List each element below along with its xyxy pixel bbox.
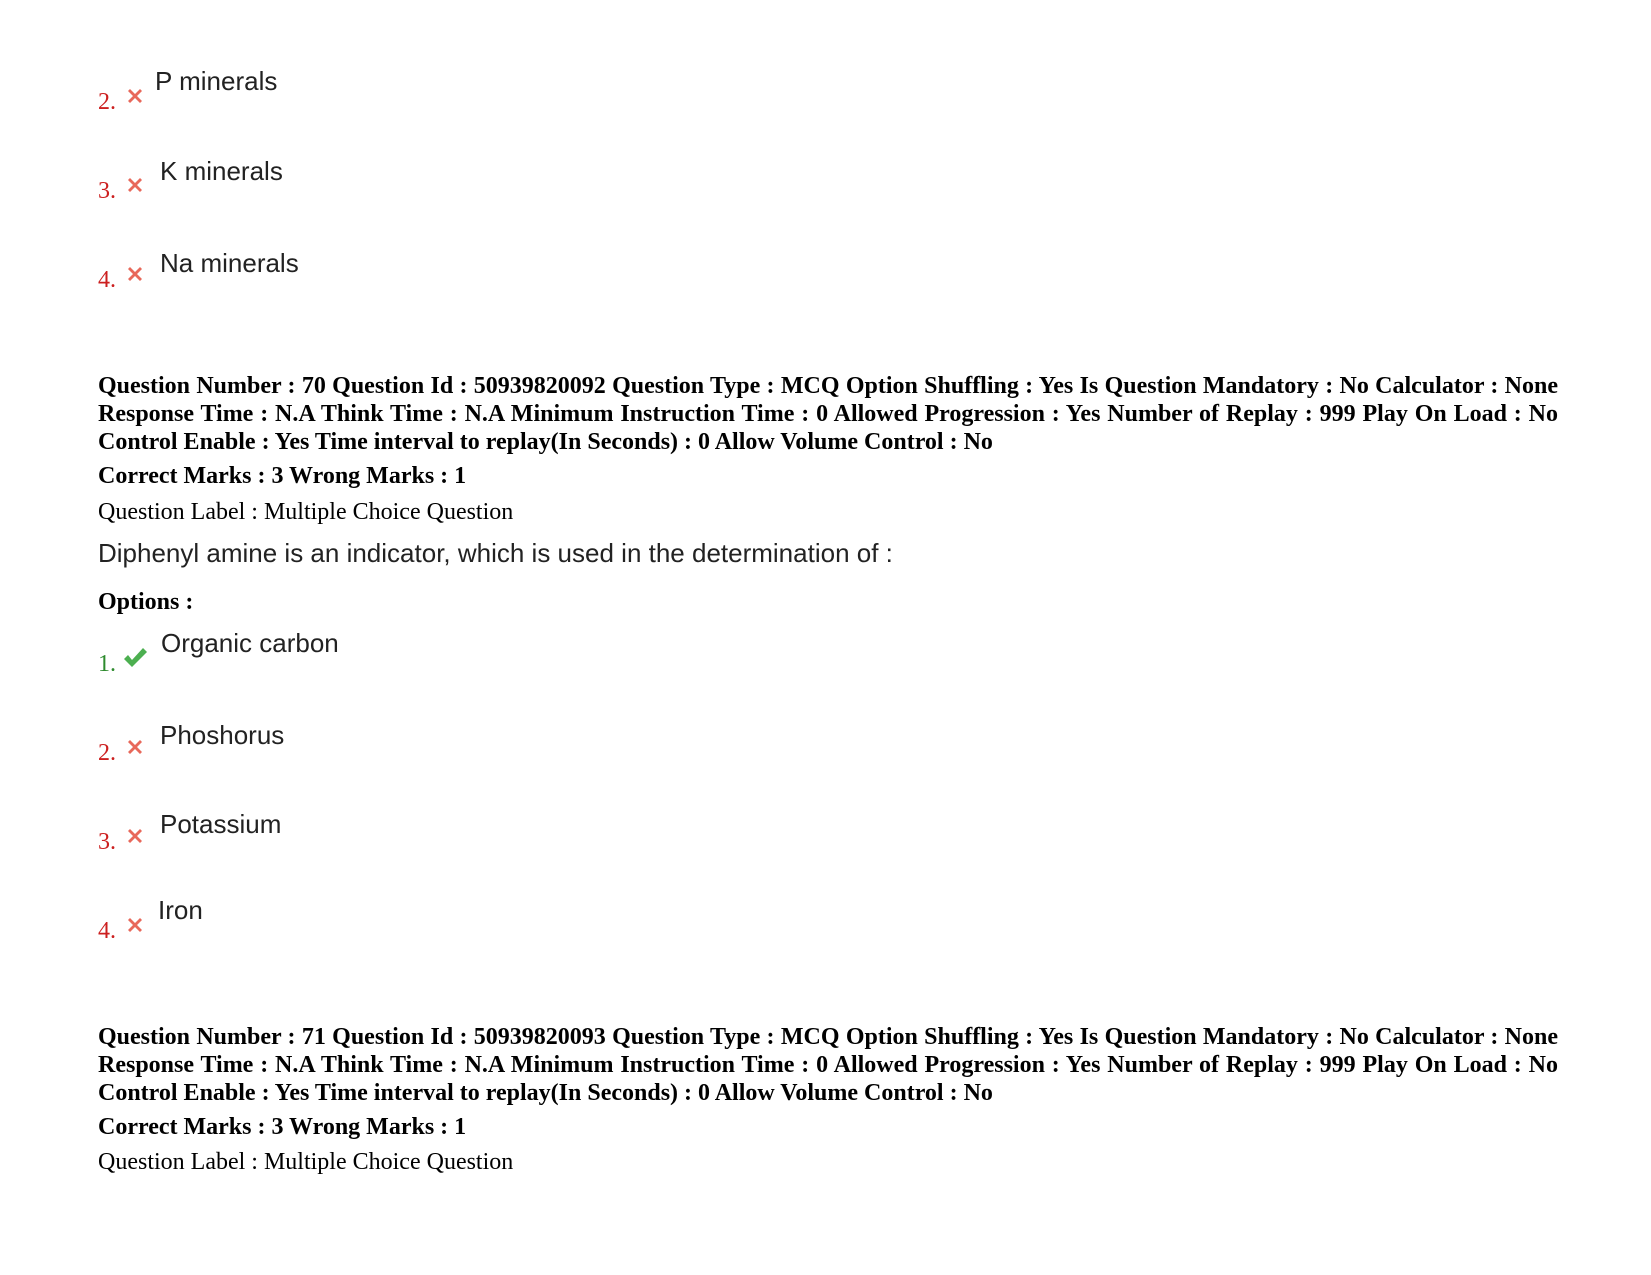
option-text: K minerals	[160, 156, 283, 186]
question-marks: Correct Marks : 3 Wrong Marks : 1	[98, 463, 467, 489]
option-number: 1.	[98, 651, 116, 677]
option-number: 4.	[98, 918, 116, 944]
option-number: 2.	[98, 89, 116, 115]
question-meta: Question Number : 70 Question Id : 50939820092 Question Type : MCQ Option Shuffling : Yes Is Question Mandatory : No Calculator : None Response Time : N.A Think Time : N.A Minimum Instruction Time : 0 Allowed Progression : Yes Number of Replay : 999 Play On Load : No Control Enable : Yes Time interval to replay(In Seconds) : 0 Allow Volume Control : No	[98, 373, 1558, 455]
options-heading: Options :	[98, 589, 194, 615]
option-number: 4.	[98, 267, 116, 293]
question-marks: Correct Marks : 3 Wrong Marks : 1	[98, 1114, 467, 1140]
question-text: Diphenyl amine is an indicator, which is used in the determination of :	[98, 538, 893, 568]
cross-icon	[124, 736, 146, 758]
question-label: Question Label : Multiple Choice Question	[98, 1149, 514, 1175]
cross-icon	[124, 825, 146, 847]
option-number: 3.	[98, 829, 116, 855]
cross-icon	[124, 263, 146, 285]
option-text: P minerals	[155, 66, 278, 96]
question-meta: Question Number : 71 Question Id : 50939820093 Question Type : MCQ Option Shuffling : Yes Is Question Mandatory : No Calculator : None Response Time : N.A Think Time : N.A Minimum Instruction Time : 0 Allowed Progression : Yes Number of Replay : 999 Play On Load : No Control Enable : Yes Time interval to replay(In Seconds) : 0 Allow Volume Control : No	[98, 1024, 1558, 1106]
option-text: Phoshorus	[160, 720, 285, 750]
option-text: Potassium	[160, 809, 282, 839]
check-icon	[122, 646, 148, 670]
option-text: Organic carbon	[161, 628, 339, 658]
option-number: 3.	[98, 178, 116, 204]
option-text: Iron	[158, 895, 203, 925]
cross-icon	[124, 174, 146, 196]
cross-icon	[124, 914, 146, 936]
option-text: Na minerals	[160, 248, 299, 278]
question-label: Question Label : Multiple Choice Question	[98, 499, 514, 525]
option-number: 2.	[98, 740, 116, 766]
cross-icon	[124, 85, 146, 107]
